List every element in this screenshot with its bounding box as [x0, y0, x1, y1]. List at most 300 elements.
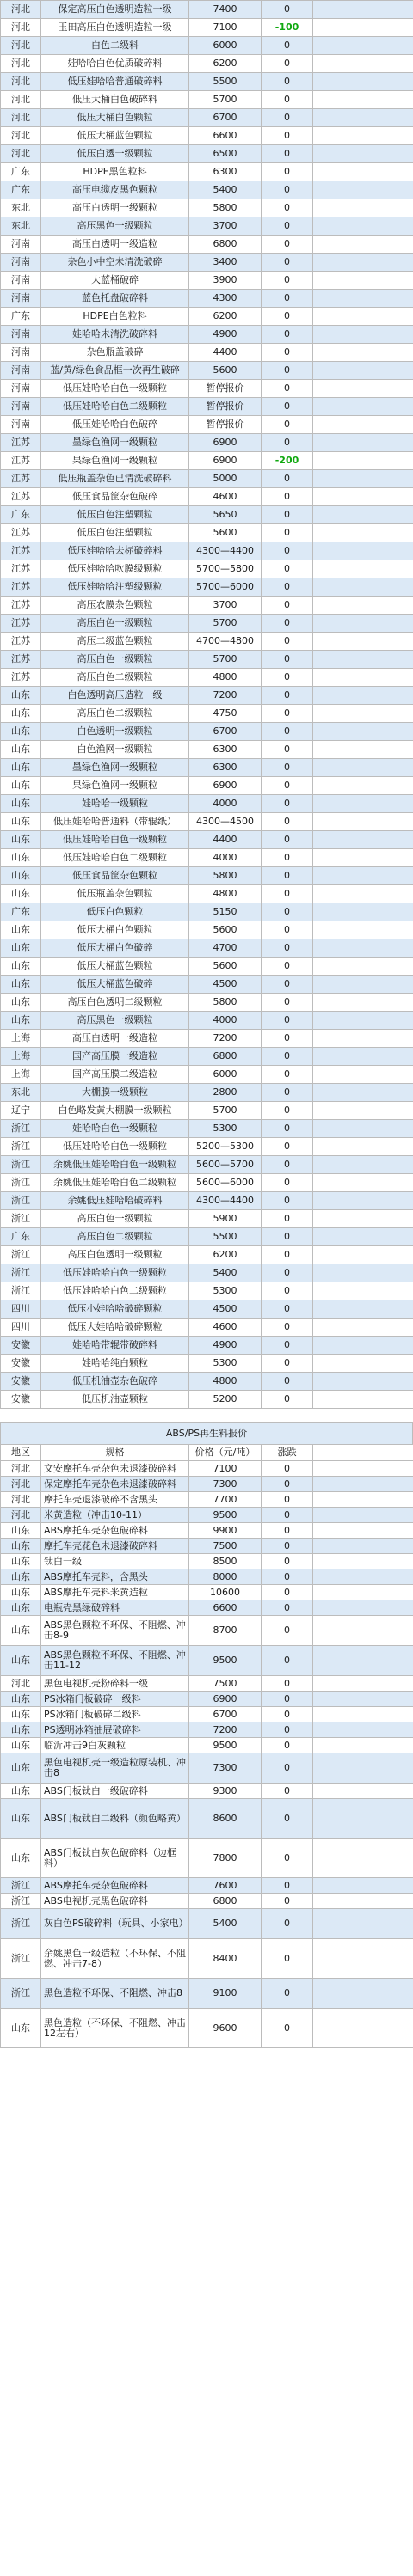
blank-cell — [313, 813, 413, 831]
header-region: 地区 — [1, 1445, 41, 1461]
blank-cell — [313, 1508, 413, 1523]
table-row — [1, 73, 413, 91]
region-cell: 江苏 — [1, 488, 41, 506]
change-cell: 0 — [262, 1373, 313, 1391]
blank-cell — [313, 867, 413, 885]
spec-cell: 大棚膜一级颗粒 — [41, 1084, 189, 1102]
change-cell: 0 — [262, 1979, 313, 2009]
blank-cell — [313, 1477, 413, 1492]
region-cell: 河北 — [1, 109, 41, 127]
table-row — [1, 1337, 413, 1355]
change-cell: 0 — [262, 1012, 313, 1030]
blank-cell — [313, 326, 413, 344]
spec-cell: 高压电缆皮黑色颗粒 — [41, 181, 189, 199]
price-cell: 7200 — [189, 1030, 262, 1048]
table-row — [1, 1102, 413, 1120]
region-cell: 山东 — [1, 687, 41, 705]
spec-cell: 低压娃哈哈白色一级颗粒 — [41, 380, 189, 398]
spec-cell: 低压娃哈哈白色二级颗粒 — [41, 398, 189, 416]
price-cell: 5600 — [189, 958, 262, 976]
header-change: 涨跌 — [262, 1445, 313, 1461]
spec-cell: 保定高压白色透明造粒一级 — [41, 1, 189, 19]
change-cell: 0 — [262, 1138, 313, 1156]
region-cell: 浙江 — [1, 1138, 41, 1156]
change-cell: 0 — [262, 903, 313, 921]
change-cell: 0 — [262, 1569, 313, 1585]
price-cell: 4000 — [189, 849, 262, 867]
change-cell: 0 — [262, 958, 313, 976]
blank-cell — [313, 560, 413, 578]
table-row — [1, 1120, 413, 1138]
spec-cell: 墨绿色渔网一级颗粒 — [41, 434, 189, 452]
table-row — [1, 1246, 413, 1264]
blank-cell — [313, 903, 413, 921]
table-row — [1, 1508, 413, 1523]
blank-cell — [313, 163, 413, 181]
spec-cell: 低压小娃哈哈破碎颗粒 — [41, 1300, 189, 1319]
table-row — [1, 1554, 413, 1569]
price-cell: 7800 — [189, 1839, 262, 1878]
region-cell: 浙江 — [1, 1939, 41, 1979]
price-cell: 暂停报价 — [189, 398, 262, 416]
blank-cell — [313, 615, 413, 633]
blank-cell — [313, 1979, 413, 2009]
blank-cell — [313, 127, 413, 145]
table-row — [1, 633, 413, 651]
spec-cell: 低压娃哈哈白色破碎 — [41, 416, 189, 434]
spec-cell: 低压瓶盖杂色颗粒 — [41, 885, 189, 903]
table-row — [1, 1646, 413, 1676]
change-cell: 0 — [262, 127, 313, 145]
table-row — [1, 1030, 413, 1048]
price-cell: 7500 — [189, 1539, 262, 1554]
change-cell: 0 — [262, 705, 313, 723]
region-cell: 江苏 — [1, 669, 41, 687]
table-row — [1, 236, 413, 254]
spec-cell: 高压白透明一级造粒 — [41, 236, 189, 254]
table-row — [1, 1894, 413, 1909]
price-cell: 5300 — [189, 1355, 262, 1373]
price-cell: 3400 — [189, 254, 262, 272]
table-row — [1, 903, 413, 921]
price-cell: 5700 — [189, 1102, 262, 1120]
price-cell: 5800 — [189, 994, 262, 1012]
table-row — [1, 1192, 413, 1210]
region-cell: 河北 — [1, 37, 41, 55]
blank-cell — [313, 885, 413, 903]
price-cell: 6800 — [189, 1048, 262, 1066]
region-cell: 河南 — [1, 380, 41, 398]
blank-cell — [313, 1539, 413, 1554]
region-cell: 山东 — [1, 867, 41, 885]
price-cell: 4700—4800 — [189, 633, 262, 651]
price-cell: 5600 — [189, 362, 262, 380]
table-row — [1, 290, 413, 308]
region-cell: 广东 — [1, 163, 41, 181]
spec-cell: 低压机油壶杂色破碎 — [41, 1373, 189, 1391]
blank-cell — [313, 308, 413, 326]
price-cell: 4600 — [189, 1319, 262, 1337]
spec-cell: 娃哈哈带辊带破碎料 — [41, 1337, 189, 1355]
spec-cell: 低压大桶蓝色颗粒 — [41, 127, 189, 145]
change-cell: 0 — [262, 633, 313, 651]
table-row — [1, 470, 413, 488]
spec-cell: ABS黑色颗粒不环保、不阻燃、冲击11-12 — [41, 1646, 189, 1676]
table-row — [1, 1156, 413, 1174]
price-cell: 5600—5700 — [189, 1156, 262, 1174]
spec-cell: 摩托车壳退漆破碎不含黑头 — [41, 1492, 189, 1508]
table-row — [1, 1878, 413, 1894]
change-cell: 0 — [262, 1282, 313, 1300]
blank-cell — [313, 2009, 413, 2048]
price-cell: 6300 — [189, 163, 262, 181]
spec-cell: 高压白色二级颗粒 — [41, 669, 189, 687]
blank-cell — [313, 1246, 413, 1264]
region-cell: 浙江 — [1, 1878, 41, 1894]
blank-cell — [313, 55, 413, 73]
region-cell: 江苏 — [1, 633, 41, 651]
change-cell: 0 — [262, 380, 313, 398]
spec-cell: 墨绿色渔网一级颗粒 — [41, 759, 189, 777]
blank-cell — [313, 849, 413, 867]
price-cell: 5600 — [189, 524, 262, 542]
spec-cell: 娃哈哈一级颗粒 — [41, 795, 189, 813]
table-row — [1, 578, 413, 597]
table-row — [1, 958, 413, 976]
price-cell: 3700 — [189, 217, 262, 236]
price-cell: 6700 — [189, 723, 262, 741]
change-cell: 0 — [262, 1, 313, 19]
region-cell: 上海 — [1, 1066, 41, 1084]
blank-cell — [313, 109, 413, 127]
spec-cell: 玉田高压白色透明造粒一级 — [41, 19, 189, 37]
change-cell: 0 — [262, 434, 313, 452]
change-cell: 0 — [262, 488, 313, 506]
blank-cell — [313, 578, 413, 597]
change-cell: 0 — [262, 326, 313, 344]
change-cell: 0 — [262, 597, 313, 615]
price-cell: 5200—5300 — [189, 1138, 262, 1156]
spec-cell: 白色略发黄大棚膜一级颗粒 — [41, 1102, 189, 1120]
table-row — [1, 976, 413, 994]
region-cell: 河南 — [1, 416, 41, 434]
change-cell: 0 — [262, 1799, 313, 1839]
price-cell: 4000 — [189, 1012, 262, 1030]
change-cell: 0 — [262, 669, 313, 687]
region-cell: 山东 — [1, 921, 41, 939]
spec-cell: 米黄造粒（冲击10-11） — [41, 1508, 189, 1523]
header-spec: 规格 — [41, 1445, 189, 1461]
blank-cell — [313, 1492, 413, 1508]
region-cell: 广东 — [1, 506, 41, 524]
blank-cell — [313, 994, 413, 1012]
price-cell: 4300—4500 — [189, 813, 262, 831]
table-row — [1, 1, 413, 19]
spec-cell: 低压白色注塑颗粒 — [41, 524, 189, 542]
region-cell: 浙江 — [1, 1909, 41, 1939]
region-cell: 河南 — [1, 326, 41, 344]
table-row — [1, 1282, 413, 1300]
change-cell: 0 — [262, 1784, 313, 1799]
price-cell: 5400 — [189, 181, 262, 199]
price-cell: 7300 — [189, 1753, 262, 1784]
change-cell: 0 — [262, 1646, 313, 1676]
price-cell: 6900 — [189, 434, 262, 452]
blank-cell — [313, 452, 413, 470]
blank-cell — [313, 236, 413, 254]
change-cell: 0 — [262, 1246, 313, 1264]
change-cell: 0 — [262, 308, 313, 326]
table-row — [1, 416, 413, 434]
table-row — [1, 1799, 413, 1839]
table-row — [1, 163, 413, 181]
price-cell: 7600 — [189, 1878, 262, 1894]
blank-cell — [313, 1210, 413, 1228]
spec-cell: 高压二级蓝色颗粒 — [41, 633, 189, 651]
table-row — [1, 1012, 413, 1030]
table-row — [1, 542, 413, 560]
spec-cell: 杂色瓶盖破碎 — [41, 344, 189, 362]
table-row — [1, 362, 413, 380]
spec-cell: 白色渔网一级颗粒 — [41, 741, 189, 759]
region-cell: 浙江 — [1, 1120, 41, 1138]
region-cell: 河北 — [1, 55, 41, 73]
change-cell: 0 — [262, 1228, 313, 1246]
price-cell: 6200 — [189, 55, 262, 73]
change-cell: 0 — [262, 542, 313, 560]
change-cell: 0 — [262, 506, 313, 524]
blank-cell — [313, 344, 413, 362]
price-cell: 6900 — [189, 452, 262, 470]
table-row — [1, 1585, 413, 1600]
change-cell: 0 — [262, 470, 313, 488]
price-cell: 4500 — [189, 1300, 262, 1319]
region-cell: 山东 — [1, 1012, 41, 1030]
blank-cell — [313, 921, 413, 939]
blank-cell — [313, 1894, 413, 1909]
region-cell: 四川 — [1, 1300, 41, 1319]
region-cell: 山东 — [1, 1585, 41, 1600]
region-cell: 浙江 — [1, 1192, 41, 1210]
spec-cell: 临沂冲击9白灰颗粒 — [41, 1738, 189, 1753]
change-cell: 0 — [262, 1355, 313, 1373]
spec-cell: 低压瓶盖杂色已清洗破碎料 — [41, 470, 189, 488]
table-row — [1, 597, 413, 615]
region-cell: 河北 — [1, 1477, 41, 1492]
spec-cell: 低压白色颗粒 — [41, 903, 189, 921]
price-cell: 5200 — [189, 1391, 262, 1409]
blank-cell — [313, 741, 413, 759]
change-cell: 0 — [262, 1939, 313, 1979]
change-cell: 0 — [262, 1030, 313, 1048]
blank-cell — [313, 470, 413, 488]
table-row — [1, 759, 413, 777]
region-cell: 河南 — [1, 362, 41, 380]
change-cell: 0 — [262, 994, 313, 1012]
change-cell: 0 — [262, 1391, 313, 1409]
spec-cell: 余姚低压娃哈哈破碎料 — [41, 1192, 189, 1210]
blank-cell — [313, 1066, 413, 1084]
blank-cell — [313, 651, 413, 669]
price-cell: 5300 — [189, 1120, 262, 1138]
change-cell: 0 — [262, 831, 313, 849]
price-cell: 3700 — [189, 597, 262, 615]
spec-cell: 高压白色二级颗粒 — [41, 705, 189, 723]
price-cell: 2800 — [189, 1084, 262, 1102]
change-cell: 0 — [262, 651, 313, 669]
change-cell: 0 — [262, 290, 313, 308]
table-row — [1, 669, 413, 687]
price-cell: 5400 — [189, 1909, 262, 1939]
spec-cell: 黑色造粒不环保、不阻燃、冲击8 — [41, 1979, 189, 2009]
blank-cell — [313, 1048, 413, 1066]
table-row — [1, 1048, 413, 1066]
price-cell: 7500 — [189, 1676, 262, 1692]
region-cell: 上海 — [1, 1048, 41, 1066]
change-cell: 0 — [262, 1156, 313, 1174]
region-cell: 山东 — [1, 994, 41, 1012]
price-cell: 5700—5800 — [189, 560, 262, 578]
spec-cell: 低压娃哈哈普通料（带辊纸） — [41, 813, 189, 831]
change-cell: 0 — [262, 91, 313, 109]
table-row — [1, 1477, 413, 1492]
blank-cell — [313, 73, 413, 91]
spec-cell: 国产高压膜一级造粒 — [41, 1048, 189, 1066]
price-cell: 6700 — [189, 109, 262, 127]
blank-cell — [313, 795, 413, 813]
table-row — [1, 813, 413, 831]
blank-cell — [313, 705, 413, 723]
spec-cell: 果绿色渔网一级颗粒 — [41, 777, 189, 795]
spec-cell: 高压黑色一级颗粒 — [41, 217, 189, 236]
blank-cell — [313, 1084, 413, 1102]
blank-cell — [313, 1753, 413, 1784]
spec-cell: 低压娃哈哈白色一级颗粒 — [41, 1138, 189, 1156]
region-cell: 江苏 — [1, 452, 41, 470]
price-cell: 6000 — [189, 37, 262, 55]
table-row — [1, 1373, 413, 1391]
price-cell: 4300—4400 — [189, 1192, 262, 1210]
price-cell: 6500 — [189, 145, 262, 163]
change-cell: 0 — [262, 1707, 313, 1722]
spec-cell: 娃哈哈白色优质破碎料 — [41, 55, 189, 73]
blank-cell — [313, 1264, 413, 1282]
price-cell: 6200 — [189, 1246, 262, 1264]
spec-cell: 高压白透明一级颗粒 — [41, 199, 189, 217]
change-cell: 0 — [262, 1894, 313, 1909]
price-cell: 8400 — [189, 1939, 262, 1979]
spec-cell: 黑色电视机壳一级造粒原装机、冲击8 — [41, 1753, 189, 1784]
table-row — [1, 1707, 413, 1722]
blank-cell — [313, 542, 413, 560]
blank-cell — [313, 1461, 413, 1477]
change-cell: -100 — [262, 19, 313, 37]
change-cell: 0 — [262, 1319, 313, 1337]
change-cell: 0 — [262, 921, 313, 939]
price-cell: 10600 — [189, 1585, 262, 1600]
region-cell: 浙江 — [1, 1979, 41, 2009]
table-row — [1, 506, 413, 524]
price-cell: 9500 — [189, 1508, 262, 1523]
blank-cell — [313, 1523, 413, 1539]
table-row — [1, 687, 413, 705]
spec-cell: 低压大桶白色颗粒 — [41, 921, 189, 939]
price-cell: 4900 — [189, 326, 262, 344]
price-cell: 6000 — [189, 1066, 262, 1084]
price-cell: 5500 — [189, 73, 262, 91]
table-row — [1, 831, 413, 849]
region-cell: 河北 — [1, 1492, 41, 1508]
spec-cell: 高压农膜杂色颗粒 — [41, 597, 189, 615]
spec-cell: ABS摩托车壳料米黄造粒 — [41, 1585, 189, 1600]
table-row — [1, 524, 413, 542]
spec-cell: 文安摩托车壳杂色未退漆破碎料 — [41, 1461, 189, 1477]
spec-cell: 余姚低压娃哈哈白色二级颗粒 — [41, 1174, 189, 1192]
spec-cell: 低压娃哈哈白色二级颗粒 — [41, 1282, 189, 1300]
blank-cell — [313, 1120, 413, 1138]
region-cell: 山东 — [1, 1707, 41, 1722]
region-cell: 河南 — [1, 272, 41, 290]
blank-cell — [313, 416, 413, 434]
region-cell: 四川 — [1, 1319, 41, 1337]
spec-cell: 果绿色渔网一级颗粒 — [41, 452, 189, 470]
region-cell: 山东 — [1, 1753, 41, 1784]
region-cell: 东北 — [1, 1084, 41, 1102]
region-cell: 广东 — [1, 308, 41, 326]
blank-cell — [313, 1878, 413, 1894]
table-row — [1, 1539, 413, 1554]
table-row — [1, 434, 413, 452]
table-row — [1, 1264, 413, 1282]
region-cell: 河南 — [1, 254, 41, 272]
region-cell: 山东 — [1, 1569, 41, 1585]
table-row — [1, 127, 413, 145]
spec-cell: 低压大桶白色破碎料 — [41, 91, 189, 109]
change-cell: 0 — [262, 217, 313, 236]
table-row — [1, 1319, 413, 1337]
region-cell: 江苏 — [1, 578, 41, 597]
change-cell: 0 — [262, 1264, 313, 1282]
blank-cell — [313, 1939, 413, 1979]
blank-cell — [313, 1646, 413, 1676]
change-cell: 0 — [262, 1210, 313, 1228]
price-cell: 4600 — [189, 488, 262, 506]
table-row — [1, 1138, 413, 1156]
spec-cell: 高压白色透明一级颗粒 — [41, 1246, 189, 1264]
blank-cell — [313, 1, 413, 19]
change-cell: 0 — [262, 1174, 313, 1192]
blank-cell — [313, 1909, 413, 1939]
change-cell: 0 — [262, 1878, 313, 1894]
region-cell: 河北 — [1, 1676, 41, 1692]
table-row — [1, 2009, 413, 2048]
table-row — [1, 1784, 413, 1799]
spec-cell: 低压白色注塑颗粒 — [41, 506, 189, 524]
change-cell: 0 — [262, 73, 313, 91]
price-cell: 7700 — [189, 1492, 262, 1508]
price-cell: 8000 — [189, 1569, 262, 1585]
table-row — [1, 1492, 413, 1508]
table-row — [1, 254, 413, 272]
change-cell: 0 — [262, 1066, 313, 1084]
spec-cell: 低压食品筐杂色破碎 — [41, 488, 189, 506]
blank-cell — [313, 976, 413, 994]
blank-cell — [313, 723, 413, 741]
table-row — [1, 1461, 413, 1477]
change-cell: 0 — [262, 759, 313, 777]
spec-cell: 黑色电视机壳粉碎料一级 — [41, 1676, 189, 1692]
table-row — [1, 777, 413, 795]
